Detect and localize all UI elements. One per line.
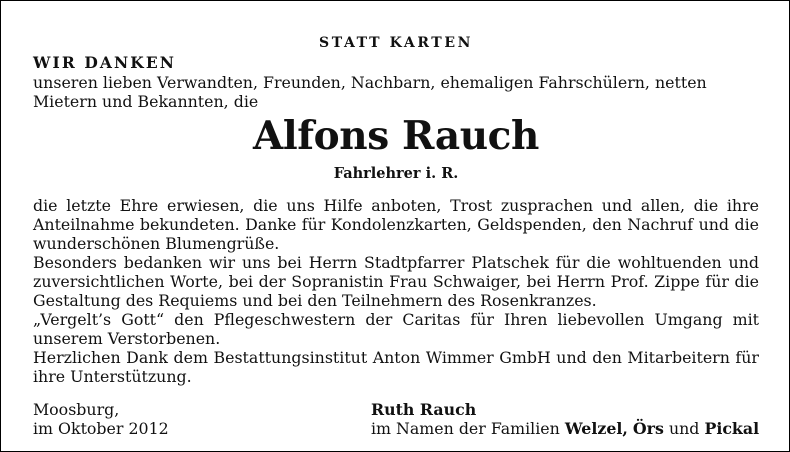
thanks-heading: WIR DANKEN	[33, 53, 177, 72]
family-prefix: im Namen der Familien	[371, 419, 560, 438]
notice-body	[33, 196, 759, 386]
place: Moosburg,	[33, 400, 120, 419]
family-line	[371, 419, 759, 438]
body-paragraph: Besonders bedanken wir uns bei Herrn Stadtpfarrer Platschek für die wohltuenden und zuversichtlichen Worte, bei der Sopranistin Frau Schwaiger, bei Herrn Prof. Zippe für die Gestaltung des Requiems und bei den Teilnehmern des Rosenkranzes.	[33, 253, 759, 310]
notice-header: STATT KARTEN	[318, 35, 473, 51]
family-name: Welzel,	[564, 419, 628, 438]
notice-content	[33, 34, 759, 440]
place-date	[33, 400, 169, 438]
family-conjunction: und	[668, 419, 700, 438]
body-paragraph: die letzte Ehre erwiesen, die uns Hilfe anboten, Trost zusprachen und allen, die ihre Anteilnahme bekundeten. Danke für Kondolenzkarten, Geldspenden, den Nachruf und die wunderschönen Blumengrüße.	[33, 196, 759, 253]
closing-block	[33, 400, 759, 440]
signer-name: Ruth Rauch	[371, 400, 477, 419]
signature-block	[371, 400, 759, 438]
body-paragraph: Herzlichen Dank dem Bestattungsinstitut Anton Wimmer GmbH und den Mitarbeitern für ihre Unterstützung.	[33, 348, 759, 386]
family-name: Örs	[632, 419, 664, 438]
date: im Oktober 2012	[33, 419, 169, 438]
body-paragraph: „Vergelt’s Gott“ den Pflegeschwestern der Caritas für Ihren liebevollen Umgang mit unserem Verstorbenen.	[33, 310, 759, 348]
deceased-title: Fahrlehrer i. R.	[333, 165, 459, 182]
deceased-name: Alfons Rauch	[253, 113, 539, 159]
intro-text: unseren lieben Verwandten, Freunden, Nachbarn, ehemaligen Fahrschülern, netten Mietern und Bekannten, die	[33, 73, 707, 111]
family-name: Pickal	[704, 419, 760, 438]
